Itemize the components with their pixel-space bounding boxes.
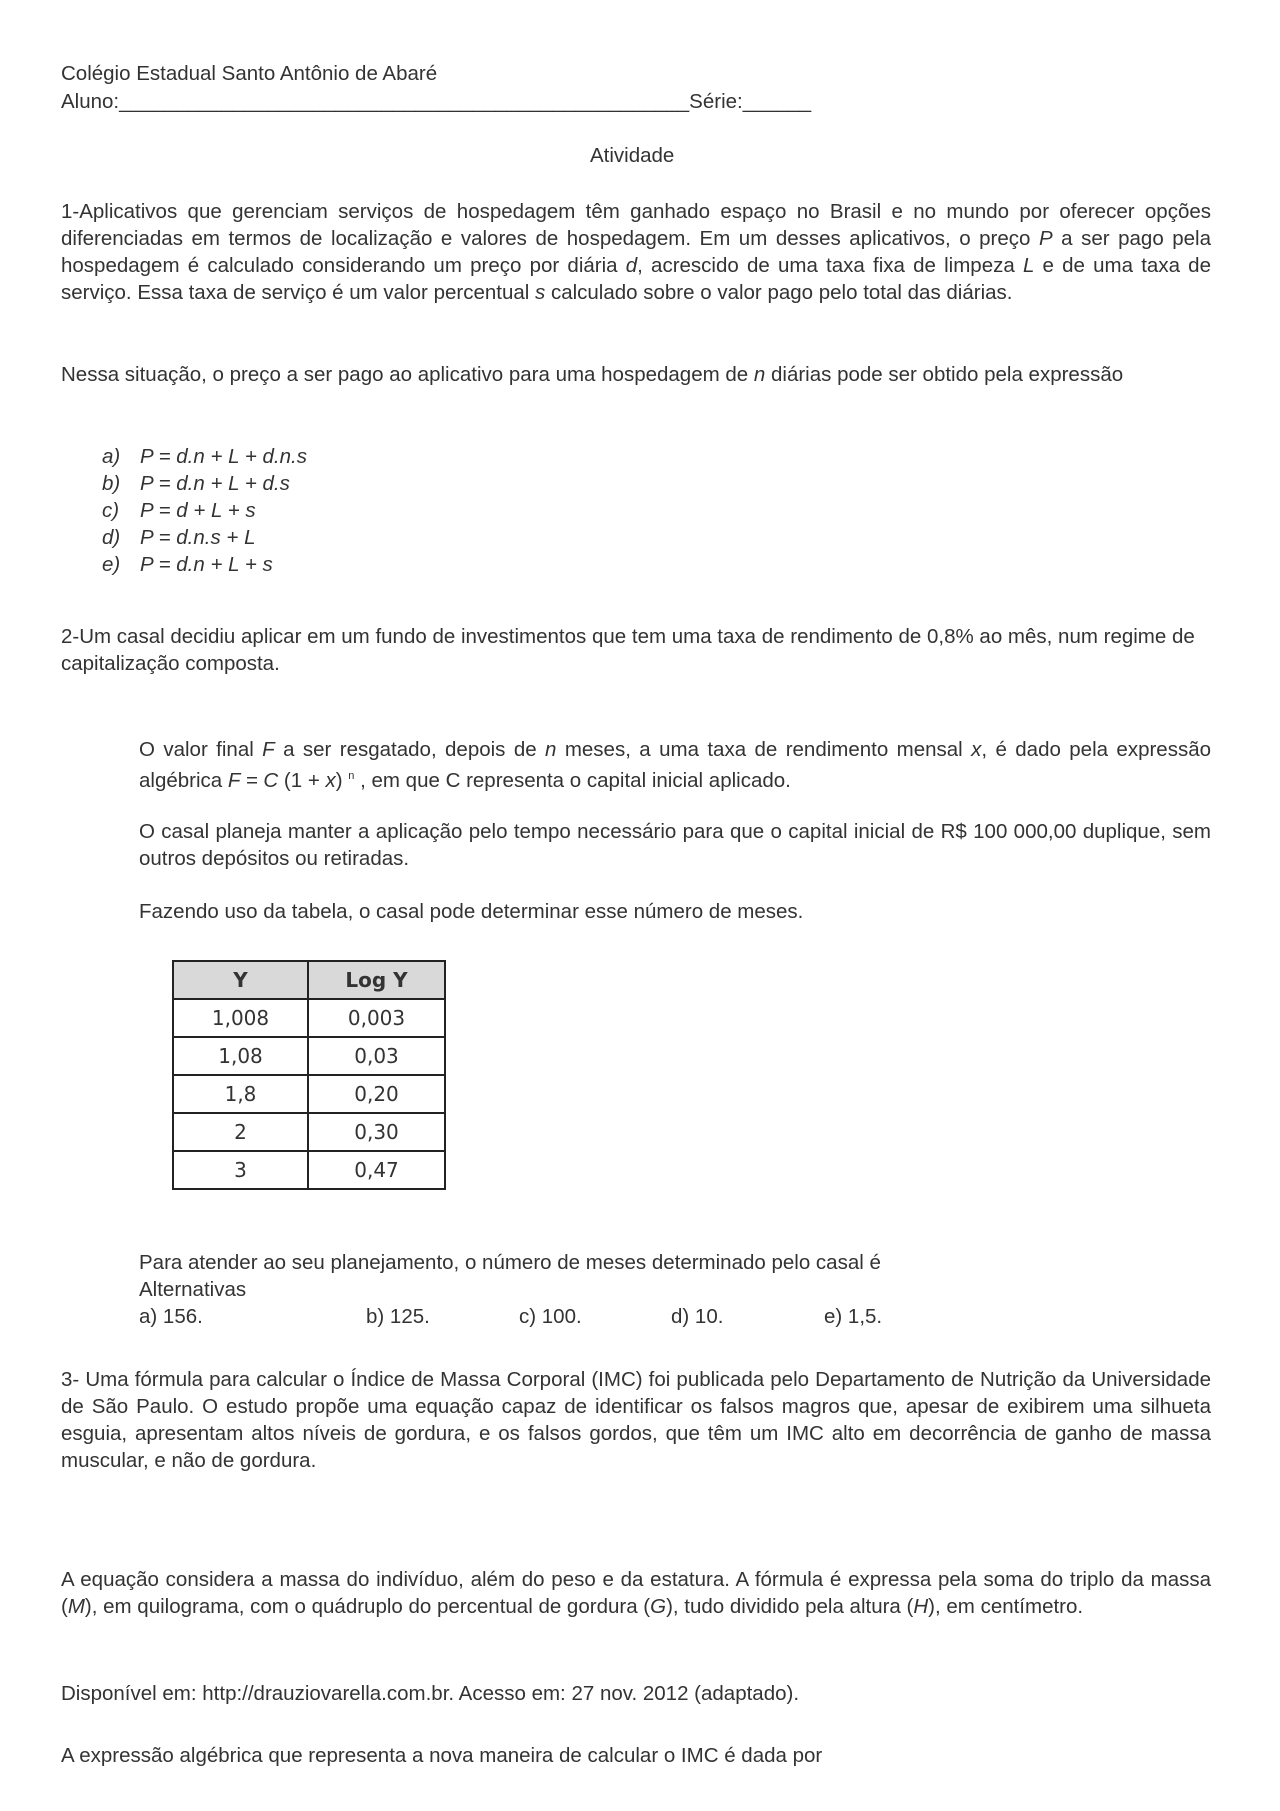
q2-alternative-a: a) 156. xyxy=(139,1305,203,1328)
q1-option-d: d) P = d.n.s + L xyxy=(102,526,256,549)
table-row xyxy=(173,999,445,1037)
q3-source: Disponível em: http://drauziovarella.com.br. Acesso em: 27 nov. 2012 (adaptado). xyxy=(61,1682,800,1705)
table-header-y: Y xyxy=(173,961,308,999)
q2-intro: 2-Um casal decidiu aplicar em um fundo de investimentos que tem uma taxa de rendimento de 0,8% ao mês, num regime de capitalização composta. xyxy=(61,625,1195,675)
q1-statement: 1-Aplicativos que gerenciam serviços de hospedagem têm ganhado espaço no Brasil e no mundo por oferecer opções diferenciadas em termos de localização e valores de hospedagem. Em um desses aplicativos, o preço P a ser pago pela hospedagem é calculado considerando um preço por diária d, acrescido de uma taxa fixa de limpeza L e de uma taxa de serviço. Essa taxa de serviço é um valor percentual s calculado sobre o valor pago pelo total das diárias. xyxy=(61,200,1211,304)
q1-option-e: e) P = d.n + L + s xyxy=(102,553,273,576)
q2-alternatives-label: Alternativas xyxy=(139,1278,247,1301)
table-cell: 0,03 xyxy=(308,1037,445,1075)
table-header-row xyxy=(173,961,445,999)
table-cell: 2 xyxy=(173,1113,308,1151)
table-row xyxy=(173,1151,445,1189)
q3-question: A expressão algébrica que representa a nova maneira de calcular o IMC é dada por xyxy=(61,1744,823,1767)
q3-formula-paragraph: A equação considera a massa do indivíduo, além do peso e da estatura. A fórmula é expressa pela soma do triplo da massa (M), em quilograma, com o quádruplo do percentual de gordura (G), tudo dividido pela altura (H), em centímetro. xyxy=(61,1568,1211,1618)
q2-plan-paragraph: O casal planeja manter a aplicação pelo tempo necessário para que o capital inicial de R$ 100 000,00 duplique, sem outros depósitos ou retiradas. xyxy=(139,820,1211,870)
table-cell: 0,20 xyxy=(308,1075,445,1113)
table-row xyxy=(173,1113,445,1151)
q2-alternative-e: e) 1,5. xyxy=(824,1305,883,1328)
q1-option-b: b) P = d.n + L + d.s xyxy=(102,472,290,495)
table-cell: 1,008 xyxy=(173,999,308,1037)
table-row xyxy=(173,1075,445,1113)
table-cell: 1,8 xyxy=(173,1075,308,1113)
q2-alternative-c: c) 100. xyxy=(519,1305,582,1328)
table-cell: 0,30 xyxy=(308,1113,445,1151)
q2-table-intro: Fazendo uso da tabela, o casal pode determinar esse número de meses. xyxy=(139,900,804,923)
q1-option-a: a) P = d.n + L + d.n.s xyxy=(102,445,307,468)
q2-alternatives xyxy=(139,1303,1039,1330)
q3-intro: 3- Uma fórmula para calcular o Índice de Massa Corporal (IMC) foi publicada pelo Departamento de Nutrição da Universidade de São Paulo. O estudo propõe uma equação capaz de identificar os falsos magros que, apesar de exibirem uma silhueta esguia, apresentam altos níveis de gordura, e os falsos gordos, que têm um IMC alto em decorrência de ganho de massa muscular, e não de gordura. xyxy=(61,1368,1211,1472)
log-table xyxy=(172,960,446,1190)
table-row xyxy=(173,1037,445,1075)
student-line: Aluno:__________________________________________________Série:______ xyxy=(61,90,812,113)
q2-question: Para atender ao seu planejamento, o número de meses determinado pelo casal é xyxy=(139,1251,881,1274)
table-header-log-y: Log Y xyxy=(308,961,445,999)
page-title: Atividade xyxy=(590,144,675,167)
q2-formula-paragraph: O valor final F a ser resgatado, depois de n meses, a uma taxa de rendimento mensal x, é dado pela expressão algébrica F = C (1 + x) $^n$ , em que C representa o capital inicial aplicado. xyxy=(139,738,1212,792)
q2-alternative-d: d) 10. xyxy=(671,1305,724,1328)
table-cell: 0,003 xyxy=(308,999,445,1037)
table-cell: 3 xyxy=(173,1151,308,1189)
q2-alternative-b: b) 125. xyxy=(366,1305,430,1328)
school-name: Colégio Estadual Santo Antônio de Abaré xyxy=(61,62,438,85)
q1-prompt: Nessa situação, o preço a ser pago ao aplicativo para uma hospedagem de n diárias pode ser obtido pela expressão xyxy=(61,363,1124,386)
table-cell: 0,47 xyxy=(308,1151,445,1189)
table-cell: 1,08 xyxy=(173,1037,308,1075)
q1-option-c: c) P = d + L + s xyxy=(102,499,256,522)
